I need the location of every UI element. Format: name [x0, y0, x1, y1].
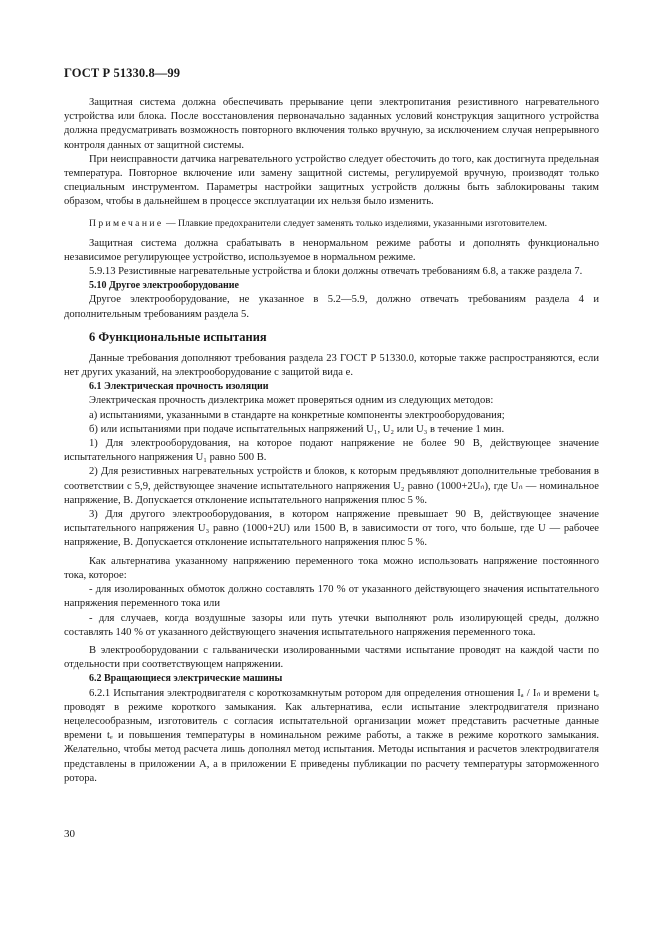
note: [64, 217, 599, 230]
subsection-heading: 6.2 Вращающиеся электрические машины: [89, 673, 283, 685]
page-body: [64, 96, 599, 786]
paragraph: 6.2.1 Испытания электродвигателя с короткозамкнутым ротором для определения отношения Iₐ / Iₙ и времени tₑ проводят в режиме короткого замыкания. Как альтернатива, если испытание электродвигателя признано нецелесообразным, изготовитель с согласия испытательной организации может представить расчетные данные времени tₑ и повышения температуры в номинальном режиме работы, а также в режиме короткого замыкания. Желательно, чтобы метод расчета лишь дополнял метод испытания. Методы испытания и расчетов электродвигателя представлены в приложении А, а в приложении Е приведены публикации по расчету температуры заторможенного ротора.: [64, 687, 599, 784]
paragraph: В электрооборудовании с гальванически изолированными частями испытание проводят на каждой части по отдельности при соответствующем напряжении.: [64, 644, 599, 671]
paragraph: 1) Для электрооборудования, на которое подают напряжение не более 90 В, действующее значение испытательного напряжения U₁ равно 500 В.: [64, 438, 599, 464]
paragraph: Защитная система должна срабатывать в ненормальном режиме работы и дополнять функционально независимое регулирующее устройство, используемое в нормальном режиме.: [64, 237, 599, 263]
section-heading: 6 Функциональные испытания: [89, 329, 267, 344]
paragraph: При неисправности датчика нагревательного устройство следует обесточить до того, как достигнута предельная температура. Повторное включение или замену защитной системы, регулируемой вручную, производят только специальным инструментом. Параметры настройки защитных устройств должны быть заблокированы таким образом, чтобы в дальнейшем в процессе эксплуатации их нельзя было изменить.: [64, 153, 599, 208]
paragraph: - для случаев, когда воздушные зазоры или путь утечки выполняют роль изолирующей среды, должно составлять 140 % от указанного действующего значения испытательного напряжения переменного тока.: [64, 612, 599, 638]
paragraph: Электрическая прочность диэлектрика может проверяться одним из следующих методов:: [89, 395, 494, 407]
paragraph: 5.9.13 Резистивные нагревательные устройства и блоки должны отвечать требованиям 6.8, а также раздела 7.: [89, 266, 583, 278]
paragraph: Защитная система должна обеспечивать прерывание цепи электропитания резистивного нагревательного устройства или блока. После восстановления первоначально заданных условий конструкция защитного устройства должна предусматривать возможность повторного включения только вручную, за исключением случая непрерывного контроля данных от защитной системы.: [64, 97, 599, 151]
paragraph: Данные требования дополняют требования раздела 23 ГОСТ Р 51330.0, которые также распространяются, если нет других указаний, на электрооборудование с защитой вида е.: [64, 352, 599, 379]
subsection-heading: 6.1 Электрическая прочность изоляции: [89, 381, 269, 393]
note-label: Примечание: [89, 217, 164, 229]
paragraph: Другое электрооборудование, не указанное в 5.2—5.9, должно отвечать требованиям раздела 4 и дополнительным требованиям раздела 5.: [64, 294, 599, 320]
note-text: — Плавкие предохранители следует заменять только изделиями, указанными изготовителем.: [163, 217, 547, 229]
paragraph: а) испытаниями, указанными в стандарте на конкретные компоненты электрооборудования;: [89, 409, 505, 421]
paragraph: б) или испытаниями при подаче испытательных напряжений U₁, U₂ или U₃ в течение 1 мин.: [89, 423, 505, 435]
paragraph: 2) Для резистивных нагревательных устройств и блоков, к которым предъявляют дополнительные требования в соответствии с 5,9, действующее значение испытательного напряжения U₂ равно (1000+2Uₙ), где Uₙ — номинальное напряжение, В. Допускается отклонение испытательного напряжения плюс 5 %.: [64, 466, 599, 506]
document-code-header: ГОСТ Р 51330.8—99: [64, 66, 181, 80]
paragraph: - для изолированных обмоток должно составлять 170 % от указанного действующего значения испытательного напряжения переменного тока или: [64, 584, 599, 610]
page-number: 30: [64, 828, 75, 840]
paragraph: 3) Для другого электрооборудования, в котором напряжение превышает 90 В, действующее значение испытательного напряжения U₃ равно (1000+2U) или 1500 В, в зависимости от того, что больше, где U — рабочее напряжение, В. Допускается отклонение испытательного напряжения плюс 5 %.: [64, 509, 599, 549]
paragraph: Как альтернатива указанному напряжению переменного тока можно использовать напряжение постоянного тока, которое:: [64, 555, 599, 581]
subsection-heading: 5.10 Другое электрооборудование: [89, 280, 239, 292]
